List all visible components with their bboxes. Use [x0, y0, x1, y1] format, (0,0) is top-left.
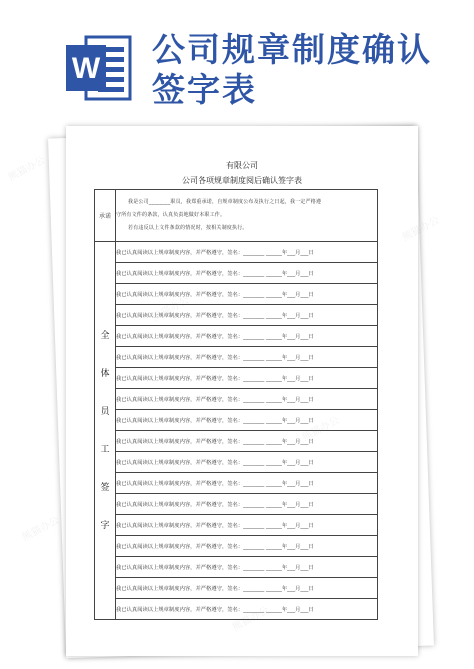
sign-row [95, 389, 378, 410]
sign-line[interactable]: 我已认真阅读以上规章制度内容，并严格遵守，签名：________ ______年___月___日 [116, 536, 378, 557]
sign-line[interactable]: 我已认真阅读以上规章制度内容，并严格遵守，签名：________ ______年___月___日 [116, 452, 378, 473]
sign-row [95, 242, 378, 263]
sign-row [95, 578, 378, 599]
sign-line[interactable]: 我已认真阅读以上规章制度内容，并严格遵守，签名：________ ______年___月___日 [116, 284, 378, 305]
pledge-row [95, 190, 378, 242]
word-logo-letter: W [71, 52, 101, 85]
sign-line[interactable]: 我已认真阅读以上规章制度内容，并严格遵守，签名：________ ______年___月___日 [116, 326, 378, 347]
form-title: 公司各项规章制度阅后确认签字表 [182, 176, 302, 185]
sign-line[interactable]: 我已认真阅读以上规章制度内容，并严格遵守，签名：________ ______年___月___日 [116, 557, 378, 578]
sign-row [95, 599, 378, 620]
sign-line[interactable]: 我已认真阅读以上规章制度内容，并严格遵守，签名：________ ______年___月___日 [116, 368, 378, 389]
pledge-line: 我是公司________职员，我郑重承诺，自规章制度公布及执行之日起，我一定严格遵 [128, 199, 322, 205]
word-document-icon [64, 33, 132, 103]
sign-line[interactable]: 我已认真阅读以上规章制度内容，并严格遵守，签名：________ ______年___月___日 [116, 515, 378, 536]
staff-sign-char: 字 [100, 520, 110, 531]
sign-row [95, 326, 378, 347]
banner-title-line2: 签字表 [152, 70, 257, 109]
sign-row [95, 410, 378, 431]
staff-sign-char: 体 [100, 368, 110, 379]
sign-row [95, 368, 378, 389]
pledge-label: 承诺 [95, 190, 116, 242]
banner-title-line1: 公司规章制度确认 [152, 30, 432, 69]
sign-line[interactable]: 我已认真阅读以上规章制度内容，并严格遵守，签名：________ ______年___月___日 [116, 578, 378, 599]
sign-row [95, 515, 378, 536]
sign-line[interactable]: 我已认真阅读以上规章制度内容，并严格遵守，签名：________ ______年___月___日 [116, 347, 378, 368]
sign-line[interactable]: 我已认真阅读以上规章制度内容，并严格遵守，签名：________ ______年___月___日 [116, 389, 378, 410]
sign-line[interactable]: 我已认真阅读以上规章制度内容，并严格遵守，签名：________ ______年___月___日 [116, 473, 378, 494]
sign-line[interactable]: 我已认真阅读以上规章制度内容，并严格遵守，签名：________ ______年___月___日 [116, 242, 378, 263]
sign-row [95, 347, 378, 368]
banner-title [152, 30, 472, 110]
staff-sign-char: 员 [100, 406, 110, 417]
staff-sign-char: 工 [100, 444, 110, 455]
document-page [66, 126, 418, 656]
sign-line[interactable]: 我已认真阅读以上规章制度内容，并严格遵守，签名：________ ______年___月___日 [116, 410, 378, 431]
staff-sign-char: 签 [100, 482, 110, 493]
sign-line[interactable]: 我已认真阅读以上规章制度内容，并严格遵守，签名：________ ______年___月___日 [116, 431, 378, 452]
sign-row [95, 536, 378, 557]
sign-row [95, 263, 378, 284]
sign-row [95, 452, 378, 473]
watermark: 熊猫办公 [400, 215, 442, 244]
sign-line[interactable]: 我已认真阅读以上规章制度内容，并严格遵守，签名：________ ______年___月___日 [116, 494, 378, 515]
sign-line[interactable]: 我已认真阅读以上规章制度内容，并严格遵守，签名：________ ______年___月___日 [116, 599, 378, 620]
sign-row [95, 557, 378, 578]
sign-line[interactable]: 我已认真阅读以上规章制度内容，并严格遵守，签名：________ ______年___月___日 [116, 263, 378, 284]
staff-sign-label [95, 242, 116, 620]
sign-row [95, 284, 378, 305]
sign-row [95, 431, 378, 452]
staff-sign-char: 全 [100, 330, 110, 341]
sign-row [95, 305, 378, 326]
watermark: 熊猫办公 [20, 515, 62, 544]
watermark: 熊猫办公 [6, 155, 48, 184]
sign-row [95, 494, 378, 515]
company-name-line: 有限公司 [226, 161, 258, 170]
pledge-line: 若有违反以上文件条款的情况时，按相关制度执行。 [128, 225, 248, 231]
confirmation-table [94, 189, 378, 620]
pledge-line: 守所有文件的条款，认真负责地做好本职工作。 [116, 212, 226, 218]
pledge-text [116, 190, 378, 242]
sign-row [95, 473, 378, 494]
sign-line[interactable]: 我已认真阅读以上规章制度内容，并严格遵守，签名：________ ______年___月___日 [116, 305, 378, 326]
